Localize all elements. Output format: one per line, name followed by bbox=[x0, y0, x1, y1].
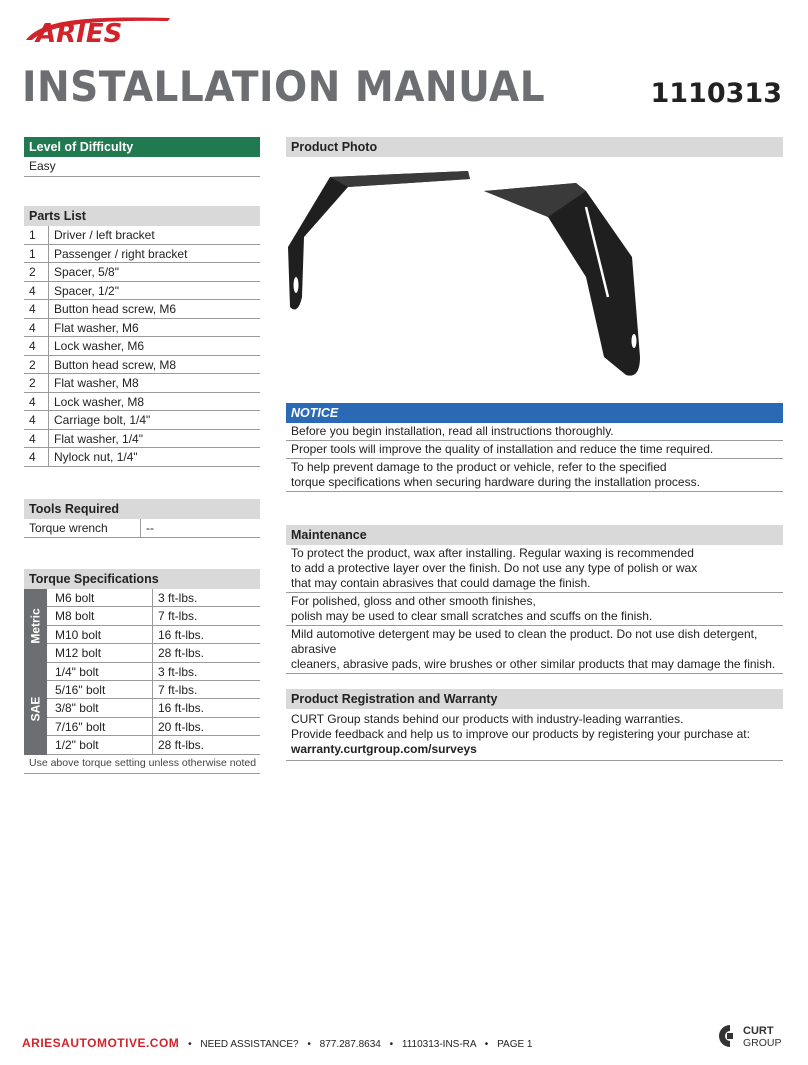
maintenance-item-line: For polished, gloss and other smooth finishes, bbox=[291, 594, 536, 608]
torque-bolt: M6 bolt bbox=[47, 589, 153, 606]
torque-note: Use above torque setting unless otherwise noted bbox=[24, 755, 260, 774]
curt-group-logo bbox=[716, 1022, 784, 1050]
notice-heading: NOTICE bbox=[286, 403, 783, 423]
torque-bolt: 7/16" bolt bbox=[47, 718, 153, 735]
table-row bbox=[24, 263, 260, 282]
photo-section bbox=[286, 137, 783, 395]
table-row bbox=[24, 245, 260, 264]
table-row bbox=[24, 300, 260, 319]
parts-list-section bbox=[24, 206, 260, 467]
maintenance-section bbox=[286, 525, 783, 674]
tools-section bbox=[24, 499, 260, 538]
torque-value: 16 ft-lbs. bbox=[158, 701, 205, 716]
table-row bbox=[24, 393, 260, 412]
part-number: 1110313 bbox=[650, 78, 782, 109]
notice-item-line: Proper tools will improve the quality of installation and reduce the time required. bbox=[291, 442, 714, 456]
torque-value: 16 ft-lbs. bbox=[158, 627, 205, 642]
footer-phone[interactable]: 877.287.8634 bbox=[319, 1039, 381, 1050]
part-description: Carriage bolt, 1/4" bbox=[54, 413, 151, 427]
product-photo bbox=[286, 157, 783, 395]
table-row bbox=[24, 430, 260, 449]
torque-row bbox=[47, 699, 260, 717]
warranty-heading: Product Registration and Warranty bbox=[286, 689, 783, 709]
part-description: Flat washer, M6 bbox=[54, 320, 139, 335]
notice-item-line: Before you begin installation, read all instructions thoroughly. bbox=[291, 424, 614, 438]
torque-value: 28 ft-lbs. bbox=[158, 738, 205, 753]
table-row bbox=[24, 319, 260, 338]
part-qty: 4 bbox=[24, 319, 49, 337]
part-qty: 4 bbox=[24, 393, 49, 411]
torque-row bbox=[47, 589, 260, 607]
sae-label: SAE bbox=[24, 663, 47, 755]
warranty-url[interactable]: warranty.curtgroup.com/surveys bbox=[291, 742, 477, 756]
maintenance-item-line: To protect the product, wax after installing. Regular waxing is recommended bbox=[291, 546, 694, 560]
torque-value: 3 ft-lbs. bbox=[158, 664, 198, 679]
part-qty: 4 bbox=[24, 300, 49, 318]
torque-value: 28 ft-lbs. bbox=[158, 646, 205, 661]
table-row bbox=[24, 411, 260, 430]
torque-row bbox=[47, 607, 260, 625]
torque-value: 7 ft-lbs. bbox=[158, 609, 198, 624]
maintenance-item bbox=[286, 626, 783, 674]
footer-page: PAGE 1 bbox=[497, 1039, 533, 1050]
part-qty: 1 bbox=[24, 226, 49, 244]
footer-site-link[interactable]: ARIESAUTOMOTIVE.COM bbox=[22, 1036, 180, 1050]
torque-bolt: M8 bolt bbox=[47, 607, 153, 624]
bracket-illustration bbox=[286, 157, 783, 395]
part-description: Nylock nut, 1/4" bbox=[54, 450, 138, 464]
torque-value: 3 ft-lbs. bbox=[158, 591, 198, 605]
torque-value: 20 ft-lbs. bbox=[158, 719, 205, 734]
maintenance-item-line: polish may be used to clear small scratches and scuffs on the finish. bbox=[291, 609, 653, 623]
parts-list-heading: Parts List bbox=[24, 206, 260, 226]
maintenance-item-line: Mild automotive detergent may be used to clean the product. Do not use dish detergent, abrasive bbox=[291, 627, 758, 656]
tools-heading: Tools Required bbox=[24, 499, 260, 519]
table-row bbox=[24, 356, 260, 375]
torque-row bbox=[47, 681, 260, 699]
torque-value: 7 ft-lbs. bbox=[158, 682, 198, 697]
torque-row bbox=[47, 626, 260, 644]
torque-sae-group bbox=[24, 663, 260, 755]
aries-logo bbox=[22, 14, 172, 46]
part-description: Button head screw, M6 bbox=[54, 302, 177, 316]
warranty-line-2: Provide feedback and help us to improve our products by registering your purchase at: bbox=[291, 727, 750, 741]
part-description: Button head screw, M8 bbox=[54, 357, 177, 372]
torque-bolt: 1/4" bolt bbox=[47, 663, 153, 680]
notice-item-line: To help prevent damage to the product or vehicle, refer to the specified bbox=[291, 460, 667, 474]
maintenance-item-line: that may contain abrasives that could damage the finish. bbox=[291, 576, 591, 590]
footer-assistance: NEED ASSISTANCE? bbox=[200, 1039, 299, 1050]
torque-heading: Torque Specifications bbox=[24, 569, 260, 589]
notice-item bbox=[286, 459, 783, 492]
maintenance-item-line: cleaners, abrasive pads, wire brushes or other similar products that may damage the finish. bbox=[291, 657, 776, 671]
table-row bbox=[24, 448, 260, 467]
torque-metric-group bbox=[24, 589, 260, 663]
metric-label: Metric bbox=[24, 589, 47, 663]
page-title: INSTALLATION MANUAL bbox=[22, 62, 546, 111]
table-row bbox=[24, 374, 260, 393]
notice-item bbox=[286, 441, 783, 459]
maintenance-item-line: to add a protective layer over the finish. Do not use any type of polish or wax bbox=[291, 561, 698, 575]
notice-item bbox=[286, 423, 783, 441]
part-qty: 2 bbox=[24, 374, 49, 392]
part-description: Spacer, 1/2" bbox=[54, 283, 119, 298]
torque-row bbox=[47, 736, 260, 754]
table-row bbox=[24, 282, 260, 301]
warranty-body bbox=[286, 709, 783, 761]
torque-bolt: M10 bolt bbox=[47, 626, 153, 643]
notice-item-line: torque specifications when securing hardware during the installation process. bbox=[291, 475, 700, 489]
part-qty: 4 bbox=[24, 282, 49, 300]
table-row bbox=[24, 337, 260, 356]
part-description: Lock washer, M8 bbox=[54, 394, 145, 409]
maintenance-item bbox=[286, 545, 783, 593]
tool-value: -- bbox=[146, 521, 154, 535]
footer-doc-number: 1110313-INS-RA bbox=[401, 1039, 477, 1050]
warranty-line-1: CURT Group stands behind our products with industry-leading warranties. bbox=[291, 712, 684, 726]
maintenance-item bbox=[286, 593, 783, 626]
svg-text:CURT: CURT bbox=[743, 1025, 774, 1037]
warranty-section bbox=[286, 689, 783, 761]
torque-bolt: M12 bolt bbox=[47, 644, 153, 661]
torque-section bbox=[24, 569, 260, 774]
part-description: Driver / left bracket bbox=[54, 228, 155, 242]
tools-row bbox=[24, 519, 260, 538]
part-qty: 1 bbox=[24, 245, 49, 263]
part-description: Lock washer, M6 bbox=[54, 339, 145, 353]
torque-bolt: 5/16" bolt bbox=[47, 681, 153, 698]
notice-section bbox=[286, 403, 783, 492]
svg-text:GROUP: GROUP bbox=[743, 1037, 782, 1049]
part-qty: 2 bbox=[24, 263, 49, 281]
part-qty: 4 bbox=[24, 448, 49, 466]
difficulty-section bbox=[24, 137, 260, 177]
tool-name: Torque wrench bbox=[24, 519, 141, 537]
logo-text: ARIES bbox=[36, 19, 123, 46]
maintenance-heading: Maintenance bbox=[286, 525, 783, 545]
table-row bbox=[24, 226, 260, 245]
part-description: Flat washer, M8 bbox=[54, 376, 139, 390]
torque-row bbox=[47, 644, 260, 662]
footer: ARIESAUTOMOTIVE.COM • NEED ASSISTANCE? • 877.287.8634 • 1110313-INS-RA • PAGE 1 bbox=[22, 1036, 533, 1050]
part-description: Passenger / right bracket bbox=[54, 246, 188, 261]
part-qty: 4 bbox=[24, 337, 49, 355]
part-qty: 2 bbox=[24, 356, 49, 374]
torque-bolt: 3/8" bolt bbox=[47, 699, 153, 716]
torque-bolt: 1/2" bolt bbox=[47, 736, 153, 753]
photo-heading: Product Photo bbox=[286, 137, 783, 157]
difficulty-heading: Level of Difficulty bbox=[24, 137, 260, 157]
torque-row bbox=[47, 718, 260, 736]
part-description: Flat washer, 1/4" bbox=[54, 431, 143, 446]
torque-row bbox=[47, 663, 260, 681]
part-description: Spacer, 5/8" bbox=[54, 265, 119, 279]
part-qty: 4 bbox=[24, 430, 49, 448]
difficulty-value: Easy bbox=[24, 157, 260, 177]
part-qty: 4 bbox=[24, 411, 49, 429]
